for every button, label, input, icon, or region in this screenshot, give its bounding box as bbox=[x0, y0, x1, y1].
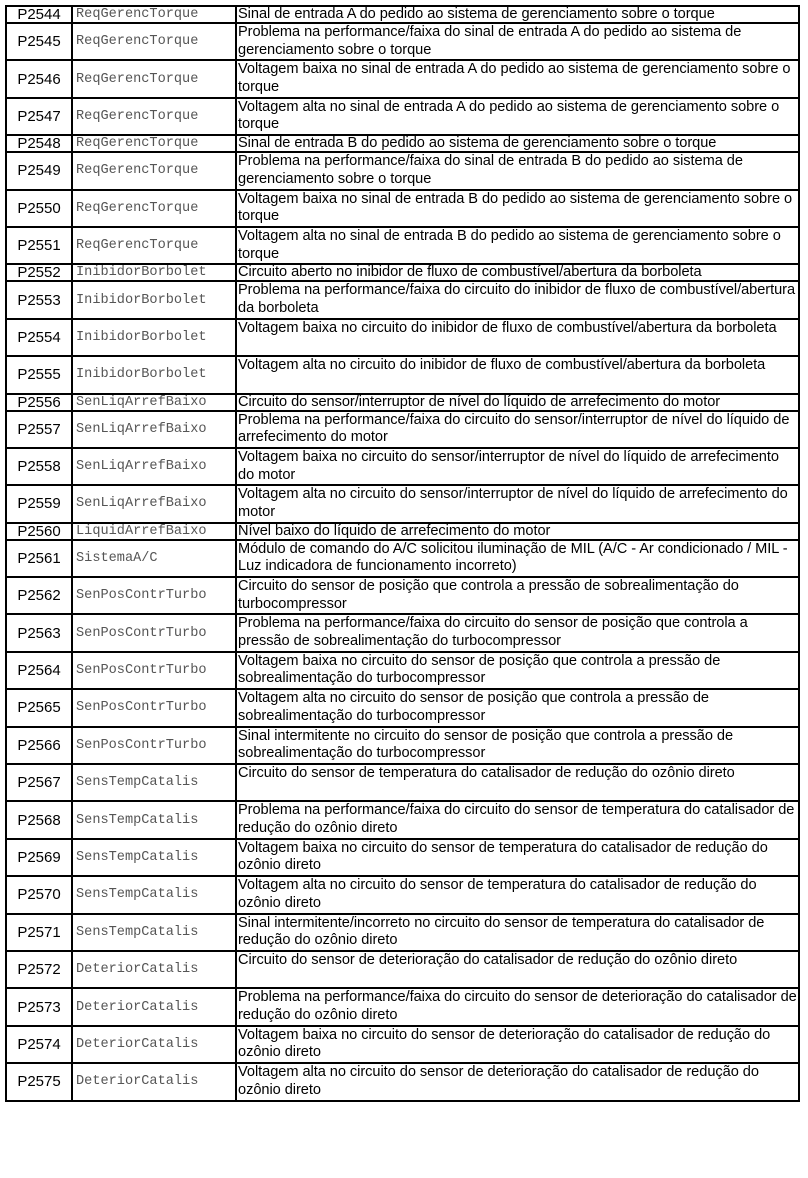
dtc-group-cell: SenPosContrTurbo bbox=[72, 652, 236, 689]
dtc-group-cell: InibidorBorbolet bbox=[72, 281, 236, 318]
dtc-code-cell: P2568 bbox=[6, 801, 72, 838]
dtc-code-cell: P2556 bbox=[6, 394, 72, 411]
table-row bbox=[6, 264, 799, 281]
dtc-description-cell: Circuito do sensor de posição que controla a pressão de sobrealimentação do turbocompressor bbox=[236, 577, 799, 614]
dtc-code-cell: P2544 bbox=[6, 6, 72, 23]
dtc-description-cell: Circuito do sensor/interruptor de nível do líquido de arrefecimento do motor bbox=[236, 394, 799, 411]
dtc-code-cell: P2571 bbox=[6, 914, 72, 951]
dtc-description-cell: Sinal intermitente no circuito do sensor de posição que controla a pressão de sobrealimentação do turbocompressor bbox=[236, 727, 799, 764]
dtc-code-cell: P2569 bbox=[6, 839, 72, 876]
table-row bbox=[6, 523, 799, 540]
dtc-code-cell: P2545 bbox=[6, 23, 72, 60]
dtc-code-cell: P2551 bbox=[6, 227, 72, 264]
dtc-code-cell: P2562 bbox=[6, 577, 72, 614]
dtc-code-cell: P2573 bbox=[6, 988, 72, 1025]
dtc-group-cell: ReqGerencTorque bbox=[72, 152, 236, 189]
dtc-description-cell: Problema na performance/faixa do circuito do inibidor de fluxo de combustível/abertura da borboleta bbox=[236, 281, 799, 318]
table-row bbox=[6, 319, 799, 356]
dtc-group-cell: SenPosContrTurbo bbox=[72, 727, 236, 764]
table-row bbox=[6, 951, 799, 988]
dtc-code-cell: P2564 bbox=[6, 652, 72, 689]
dtc-description-cell: Problema na performance/faixa do sinal de entrada A do pedido ao sistema de gerenciamento sobre o torque bbox=[236, 23, 799, 60]
dtc-code-cell: P2561 bbox=[6, 540, 72, 577]
dtc-description-cell: Voltagem baixa no circuito do inibidor de fluxo de combustível/abertura da borboleta bbox=[236, 319, 799, 356]
dtc-description-cell: Voltagem alta no circuito do sensor de posição que controla a pressão de sobrealimentação do turbocompressor bbox=[236, 689, 799, 726]
dtc-description-cell: Voltagem alta no circuito do sensor de temperatura do catalisador de redução do ozônio direto bbox=[236, 876, 799, 913]
dtc-group-cell: SenLiqArrefBaixo bbox=[72, 394, 236, 411]
dtc-description-cell: Voltagem baixa no circuito do sensor de temperatura do catalisador de redução do ozônio direto bbox=[236, 839, 799, 876]
dtc-group-cell: SensTempCatalis bbox=[72, 876, 236, 913]
dtc-description-cell: Circuito do sensor de temperatura do catalisador de redução do ozônio direto bbox=[236, 764, 799, 801]
table-row bbox=[6, 98, 799, 135]
dtc-description-cell: Voltagem alta no sinal de entrada B do pedido ao sistema de gerenciamento sobre o torque bbox=[236, 227, 799, 264]
dtc-description-cell: Voltagem baixa no sinal de entrada B do pedido ao sistema de gerenciamento sobre o torque bbox=[236, 190, 799, 227]
table-row bbox=[6, 23, 799, 60]
dtc-description-cell: Nível baixo do líquido de arrefecimento do motor bbox=[236, 523, 799, 540]
dtc-code-table bbox=[5, 5, 800, 1102]
dtc-group-cell: ReqGerencTorque bbox=[72, 60, 236, 97]
dtc-group-cell: ReqGerencTorque bbox=[72, 6, 236, 23]
table-row bbox=[6, 614, 799, 651]
dtc-description-cell: Voltagem baixa no circuito do sensor de posição que controla a pressão de sobrealimentação do turbocompressor bbox=[236, 652, 799, 689]
dtc-group-cell: DeteriorCatalis bbox=[72, 1063, 236, 1100]
dtc-description-cell: Problema na performance/faixa do sinal de entrada B do pedido ao sistema de gerenciamento sobre o torque bbox=[236, 152, 799, 189]
table-row bbox=[6, 448, 799, 485]
dtc-code-cell: P2574 bbox=[6, 1026, 72, 1063]
dtc-code-cell: P2570 bbox=[6, 876, 72, 913]
dtc-description-cell: Problema na performance/faixa do circuito do sensor de deterioração do catalisador de redução do ozônio direto bbox=[236, 988, 799, 1025]
dtc-group-cell: LiquidArrefBaixo bbox=[72, 523, 236, 540]
table-row bbox=[6, 135, 799, 152]
dtc-code-cell: P2547 bbox=[6, 98, 72, 135]
dtc-group-cell: InibidorBorbolet bbox=[72, 264, 236, 281]
dtc-code-cell: P2560 bbox=[6, 523, 72, 540]
dtc-group-cell: SensTempCatalis bbox=[72, 839, 236, 876]
table-row bbox=[6, 1063, 799, 1100]
dtc-group-cell: SensTempCatalis bbox=[72, 914, 236, 951]
dtc-code-cell: P2565 bbox=[6, 689, 72, 726]
dtc-code-cell: P2546 bbox=[6, 60, 72, 97]
table-row bbox=[6, 689, 799, 726]
table-row bbox=[6, 876, 799, 913]
dtc-code-cell: P2559 bbox=[6, 485, 72, 522]
table-row bbox=[6, 1026, 799, 1063]
table-row bbox=[6, 727, 799, 764]
dtc-description-cell: Sinal de entrada A do pedido ao sistema de gerenciamento sobre o torque bbox=[236, 6, 799, 23]
dtc-group-cell: ReqGerencTorque bbox=[72, 135, 236, 152]
table-row bbox=[6, 6, 799, 23]
dtc-table-body bbox=[6, 6, 799, 1101]
table-row bbox=[6, 485, 799, 522]
dtc-code-cell: P2548 bbox=[6, 135, 72, 152]
dtc-description-cell: Voltagem alta no circuito do inibidor de fluxo de combustível/abertura da borboleta bbox=[236, 356, 799, 393]
dtc-description-cell: Circuito do sensor de deterioração do catalisador de redução do ozônio direto bbox=[236, 951, 799, 988]
table-row bbox=[6, 190, 799, 227]
dtc-description-cell: Módulo de comando do A/C solicitou iluminação de MIL (A/C - Ar condicionado / MIL - Luz indicadora de funcionamento incorreto) bbox=[236, 540, 799, 577]
dtc-code-cell: P2566 bbox=[6, 727, 72, 764]
dtc-code-cell: P2567 bbox=[6, 764, 72, 801]
table-row bbox=[6, 801, 799, 838]
dtc-code-cell: P2555 bbox=[6, 356, 72, 393]
dtc-group-cell: SenPosContrTurbo bbox=[72, 614, 236, 651]
dtc-group-cell: DeteriorCatalis bbox=[72, 1026, 236, 1063]
dtc-description-cell: Voltagem alta no sinal de entrada A do pedido ao sistema de gerenciamento sobre o torque bbox=[236, 98, 799, 135]
dtc-group-cell: SenLiqArrefBaixo bbox=[72, 448, 236, 485]
table-row bbox=[6, 914, 799, 951]
dtc-group-cell: ReqGerencTorque bbox=[72, 190, 236, 227]
dtc-group-cell: DeteriorCatalis bbox=[72, 951, 236, 988]
dtc-code-cell: P2557 bbox=[6, 411, 72, 448]
dtc-description-cell: Problema na performance/faixa do circuito do sensor de temperatura do catalisador de redução do ozônio direto bbox=[236, 801, 799, 838]
dtc-group-cell: DeteriorCatalis bbox=[72, 988, 236, 1025]
dtc-description-cell: Sinal de entrada B do pedido ao sistema de gerenciamento sobre o torque bbox=[236, 135, 799, 152]
table-row bbox=[6, 411, 799, 448]
dtc-description-cell: Voltagem baixa no circuito do sensor/interruptor de nível do líquido de arrefecimento do motor bbox=[236, 448, 799, 485]
table-row bbox=[6, 764, 799, 801]
table-row bbox=[6, 227, 799, 264]
table-row bbox=[6, 356, 799, 393]
dtc-code-cell: P2572 bbox=[6, 951, 72, 988]
table-row bbox=[6, 540, 799, 577]
dtc-group-cell: SenPosContrTurbo bbox=[72, 689, 236, 726]
dtc-code-cell: P2550 bbox=[6, 190, 72, 227]
dtc-group-cell: ReqGerencTorque bbox=[72, 98, 236, 135]
dtc-code-cell: P2563 bbox=[6, 614, 72, 651]
dtc-group-cell: SenLiqArrefBaixo bbox=[72, 485, 236, 522]
dtc-description-cell: Voltagem baixa no circuito do sensor de deterioração do catalisador de redução do ozônio direto bbox=[236, 1026, 799, 1063]
dtc-code-cell: P2575 bbox=[6, 1063, 72, 1100]
dtc-group-cell: SensTempCatalis bbox=[72, 801, 236, 838]
dtc-description-cell: Voltagem alta no circuito do sensor/interruptor de nível do líquido de arrefecimento do motor bbox=[236, 485, 799, 522]
table-row bbox=[6, 839, 799, 876]
dtc-group-cell: InibidorBorbolet bbox=[72, 356, 236, 393]
dtc-group-cell: ReqGerencTorque bbox=[72, 227, 236, 264]
dtc-group-cell: SistemaA/C bbox=[72, 540, 236, 577]
table-row bbox=[6, 60, 799, 97]
table-row bbox=[6, 577, 799, 614]
dtc-code-cell: P2549 bbox=[6, 152, 72, 189]
dtc-group-cell: SenLiqArrefBaixo bbox=[72, 411, 236, 448]
table-row bbox=[6, 394, 799, 411]
table-row bbox=[6, 281, 799, 318]
dtc-code-cell: P2558 bbox=[6, 448, 72, 485]
table-row bbox=[6, 652, 799, 689]
dtc-description-cell: Sinal intermitente/incorreto no circuito do sensor de temperatura do catalisador de redução do ozônio direto bbox=[236, 914, 799, 951]
dtc-description-cell: Voltagem alta no circuito do sensor de deterioração do catalisador de redução do ozônio direto bbox=[236, 1063, 799, 1100]
dtc-group-cell: ReqGerencTorque bbox=[72, 23, 236, 60]
dtc-code-cell: P2552 bbox=[6, 264, 72, 281]
table-row bbox=[6, 152, 799, 189]
dtc-description-cell: Circuito aberto no inibidor de fluxo de combustível/abertura da borboleta bbox=[236, 264, 799, 281]
table-row bbox=[6, 988, 799, 1025]
dtc-group-cell: SenPosContrTurbo bbox=[72, 577, 236, 614]
dtc-code-cell: P2553 bbox=[6, 281, 72, 318]
dtc-group-cell: InibidorBorbolet bbox=[72, 319, 236, 356]
dtc-description-cell: Voltagem baixa no sinal de entrada A do pedido ao sistema de gerenciamento sobre o torque bbox=[236, 60, 799, 97]
dtc-description-cell: Problema na performance/faixa do circuito do sensor de posição que controla a pressão de sobrealimentação do turbocompressor bbox=[236, 614, 799, 651]
dtc-code-cell: P2554 bbox=[6, 319, 72, 356]
dtc-group-cell: SensTempCatalis bbox=[72, 764, 236, 801]
dtc-description-cell: Problema na performance/faixa do circuito do sensor/interruptor de nível do líquido de arrefecimento do motor bbox=[236, 411, 799, 448]
